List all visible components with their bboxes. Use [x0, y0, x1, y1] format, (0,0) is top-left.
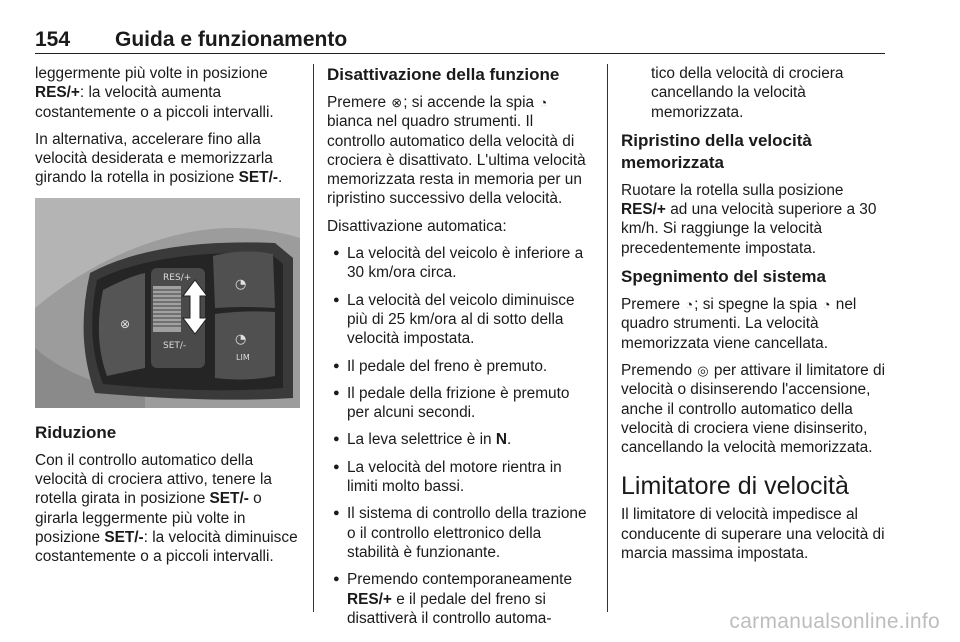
heading-riduzione: Riduzione — [35, 422, 117, 442]
paragraph: Premere ⊗; si accende la spia ◔ bianca nel quadro strumenti. Il controllo automatico della velocità di crociera è disattivato. L'ultima velocità memorizzata resta in memoria per un ripristino successivo della velocità. — [327, 94, 586, 208]
column-divider — [607, 64, 608, 612]
paragraph: Con il controllo automatico della velocità di crociera attivo, tenere la rotella girata in posizione SET/- o girarla leggermente più volte in posizione SET/-: la velocità diminuisce costantemente o a piccoli intervalli. — [35, 451, 298, 566]
paragraph: In alternativa, accelerare fino alla velocità desiderata e memorizzarla girando la rotella in posizione SET/-. — [35, 130, 283, 187]
paragraph: tico della velocità di crociera cancellando la velocità memorizzata. — [651, 65, 844, 121]
list-item: ● Il sistema di controllo della trazione o il controllo elettronico della stabilità è funzionante. — [327, 504, 595, 562]
lim-label: LIM — [236, 352, 250, 362]
cruise-off-icon: ⊗ — [391, 95, 403, 110]
list-item: ● La velocità del motore rientra in limiti molto bassi. — [327, 458, 595, 497]
paragraph: Il limitatore di velocità impedisce al conducente di superare una velocità di marcia massima impostata. — [621, 506, 885, 563]
list-item: ● Il pedale della frizione è premuto per alcuni secondi. — [327, 384, 595, 423]
cruise-control-icon: ◔ — [822, 297, 831, 313]
list-item: ● Premendo contemporaneamente RES/+ e il pedale del freno si disattiverà il controllo automa- — [327, 570, 595, 628]
speed-limiter-icon: ◎ — [697, 362, 709, 378]
cruise-control-icon: ◔ — [235, 276, 247, 292]
steering-wheel-controls-illustration — [35, 198, 300, 408]
list-item: ● Il pedale del freno è premuto. — [327, 357, 595, 376]
heading-spegnimento: Spegnimento del sistema — [621, 267, 826, 287]
column-1 — [35, 64, 300, 575]
paragraph: leggermente più volte in posizione RES/+: la velocità aumenta costantemente o a piccoli intervalli. — [35, 65, 274, 121]
list-item: ● La velocità del veicolo diminuisce più di 25 km/ora al di sotto della velocità impostata. — [327, 291, 595, 349]
page-number: 154 — [35, 28, 71, 51]
page-header — [35, 28, 885, 54]
speed-limiter-icon: ◔ — [235, 331, 247, 347]
heading-limitatore: Limitatore di velocità — [621, 472, 849, 501]
paragraph: Premere ◔; si spegne la spia ◔ nel quadro strumenti. La velocità memorizzata viene cancellata. — [621, 296, 857, 352]
list-item: ● La leva selettrice è in N. — [327, 430, 595, 449]
paragraph: Ruotare la rotella sulla posizione RES/+ ad una velocità superiore a 30 km/h. Si raggiunge la velocità precedentemente impostata. — [621, 181, 877, 257]
cruise-off-icon: ⊗ — [120, 316, 131, 331]
heading-disattivazione: Disattivazione della funzione — [327, 65, 560, 84]
cruise-control-icon: ◔ — [539, 95, 548, 110]
cruise-control-icon: ◔ — [685, 297, 694, 313]
watermark: carmanualsonline.info — [729, 610, 940, 633]
list-item: ● La velocità del veicolo è inferiore a 30 km/ora circa. — [327, 244, 595, 283]
column-divider — [313, 64, 314, 612]
set-label: SET/- — [163, 340, 187, 351]
column-3 — [621, 64, 889, 571]
section-title: Guida e funzionamento — [115, 28, 348, 51]
res-label: RES/+ — [163, 272, 192, 283]
paragraph: Disattivazione automatica: — [327, 217, 507, 235]
heading-ripristino: Ripristino della velocità memorizzata — [621, 130, 812, 172]
deactivation-list — [327, 244, 595, 628]
paragraph: Premendo ◎ per attivare il limitatore di velocità o disinserendo l'accensione, anche il controllo automatico della velocità di crociera viene disinserito, cancellando la velocità memorizzata. — [621, 361, 885, 457]
column-2 — [327, 64, 595, 636]
